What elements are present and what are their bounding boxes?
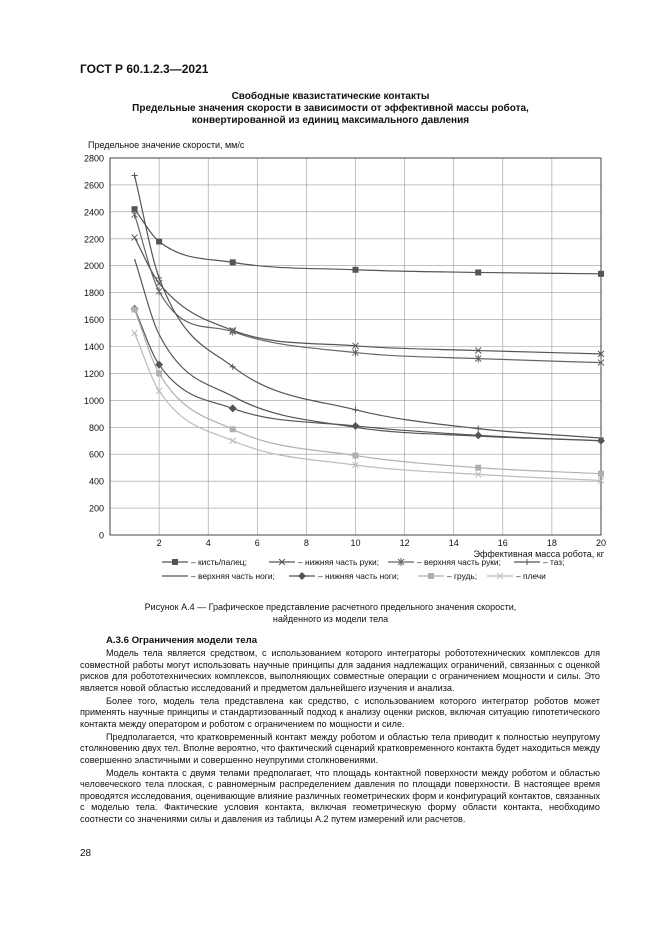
- y-tick-label: 1000: [83, 395, 104, 406]
- y-tick-label: 2600: [83, 180, 104, 191]
- y-tick-label: 1400: [83, 342, 104, 352]
- y-tick-label: 2400: [83, 207, 104, 218]
- legend-marker: [298, 572, 306, 580]
- y-tick-label: 400: [88, 476, 104, 487]
- legend-label: – плечи: [516, 571, 546, 581]
- series-4: [132, 173, 604, 442]
- x-tick-label: 16: [497, 538, 508, 548]
- figure-caption: [0, 601, 661, 625]
- data-point: [230, 426, 236, 432]
- y-tick-label: 2800: [83, 153, 104, 164]
- legend-label: – нижняя часть руки;: [298, 557, 380, 567]
- data-point: [132, 306, 138, 312]
- series-5: [135, 259, 601, 441]
- y-tick-label: 0: [98, 530, 104, 541]
- page-number: 28: [80, 848, 92, 859]
- legend-label: – грудь;: [447, 571, 478, 581]
- x-axis-label: Эффективная масса робота, кг: [473, 549, 604, 559]
- data-point: [230, 438, 236, 444]
- data-point: [598, 471, 604, 477]
- data-point: [156, 238, 162, 244]
- data-point: [132, 211, 138, 219]
- y-tick-label: 1200: [83, 368, 104, 379]
- data-point: [156, 370, 162, 376]
- chart-title-line3: конвертированной из единиц максимального давления: [191, 115, 470, 126]
- caption-line1: Рисунок А.4 — Графическое представление расчетного предельного значения скорости,: [144, 602, 517, 612]
- series-line: [135, 176, 601, 439]
- y-tick-label: 2000: [83, 261, 104, 272]
- series-line: [135, 309, 601, 441]
- x-tick-label: 20: [595, 538, 607, 548]
- chart-legend: [162, 557, 564, 581]
- series-line: [135, 237, 601, 353]
- data-point: [132, 330, 138, 336]
- chart-title-line1: Свободные квазистатические контакты: [231, 91, 430, 102]
- x-tick-label: 8: [303, 538, 309, 548]
- data-point: [474, 431, 482, 439]
- series-line: [135, 309, 601, 473]
- data-point: [475, 426, 481, 432]
- x-tick-label: 14: [448, 538, 459, 548]
- series-line: [135, 215, 601, 363]
- legend-marker: [524, 559, 530, 565]
- series-1: [132, 206, 604, 277]
- data-point: [598, 271, 604, 277]
- x-tick-label: 10: [350, 538, 361, 548]
- y-tick-label: 1600: [83, 315, 104, 326]
- x-tick-label: 18: [546, 538, 557, 548]
- paragraph: Модель контакта с двумя телами предполагает, что площадь контактной поверхности между роботом и областью человеческого тела плоская, с равномерным распределением давления по площади поверхности. В настоящее время проводятся исследования, оценивающие влияние различных геометрических форм и конфигураций контактов, связанных с моделью тела. Фактические условия контакта, включая геометрическую форму области контакта, необходимо соотнести со значениями силы и давления из таблицы А.2 путем измерений или расчетов.: [80, 767, 600, 824]
- y-tick-label: 800: [88, 422, 104, 433]
- paragraph: Предполагается, что кратковременный контакт между роботом и областью тела приводит к полностью неупругому столкновению двух тел. Вполне вероятно, что фактический сценарий кратковременного контакта будет находиться между совершенно эластичными и совершенно неупругими столкновениями.: [80, 731, 600, 765]
- data-point: [156, 287, 162, 295]
- series-3: [132, 211, 604, 367]
- x-tick-label: 4: [205, 538, 211, 548]
- section-body: [80, 648, 600, 827]
- x-tick-label: 12: [399, 538, 410, 548]
- legend-marker: [172, 559, 178, 565]
- series-line: [135, 333, 601, 480]
- y-tick-label: 200: [88, 503, 104, 514]
- x-tick-label: 2: [156, 538, 162, 548]
- series-2: [132, 234, 604, 356]
- data-point: [353, 453, 359, 459]
- y-tick-label: 1800: [83, 288, 104, 299]
- data-point: [353, 267, 359, 273]
- data-point: [132, 234, 138, 240]
- series-line: [135, 259, 601, 441]
- legend-marker: [428, 573, 434, 579]
- legend-label: – нижняя часть ноги;: [318, 571, 399, 581]
- caption-line2: найденного из модели тела: [272, 614, 389, 624]
- legend-label: – таз;: [543, 557, 565, 567]
- section-heading: А.3.6 Ограничения модели тела: [106, 635, 258, 646]
- data-point: [475, 465, 481, 471]
- data-point: [353, 407, 359, 413]
- paragraph: Более того, модель тела представлена как средство, с использованием которого интегратор роботов может применять научные принципы и стандартизованный подход к анализу оценки рисков, включая ситуацию гипотетического контакта между оператором и роботом с ограничением по мощности и силе.: [80, 695, 600, 729]
- x-tick-label: 6: [254, 538, 260, 548]
- data-point: [132, 173, 138, 179]
- data-point: [352, 422, 360, 430]
- legend-label: – кисть/палец;: [191, 557, 247, 567]
- legend-label: – верхняя часть ноги;: [191, 571, 275, 581]
- series-7: [132, 306, 604, 476]
- chart-title-line2: Предельные значения скорости в зависимости от эффективной массы робота,: [132, 103, 529, 114]
- data-point: [230, 259, 236, 265]
- y-tick-label: 2200: [83, 234, 104, 245]
- data-point: [475, 269, 481, 275]
- y-tick-label: 600: [88, 449, 104, 460]
- series-8: [132, 330, 604, 483]
- standard-header: ГОСТ Р 60.1.2.3—2021: [80, 62, 209, 76]
- paragraph: Модель тела является средством, с использованием которого интеграторы робототехнических комплексов для совместной работы могут использовать научные принципы для задания надлежащих ограничений, связанных с оценкой рисков для робототехнических комплексов, выполняющих совместные операции с ограничением мощности и силы. Это является новой областью исследований и предметом дальнейшего изучения и анализа.: [80, 648, 600, 693]
- y-axis-label: Предельное значение скорости, мм/с: [88, 140, 245, 150]
- data-point: [229, 404, 237, 412]
- series-line: [135, 209, 601, 274]
- legend-label: – верхняя часть руки;: [417, 557, 501, 567]
